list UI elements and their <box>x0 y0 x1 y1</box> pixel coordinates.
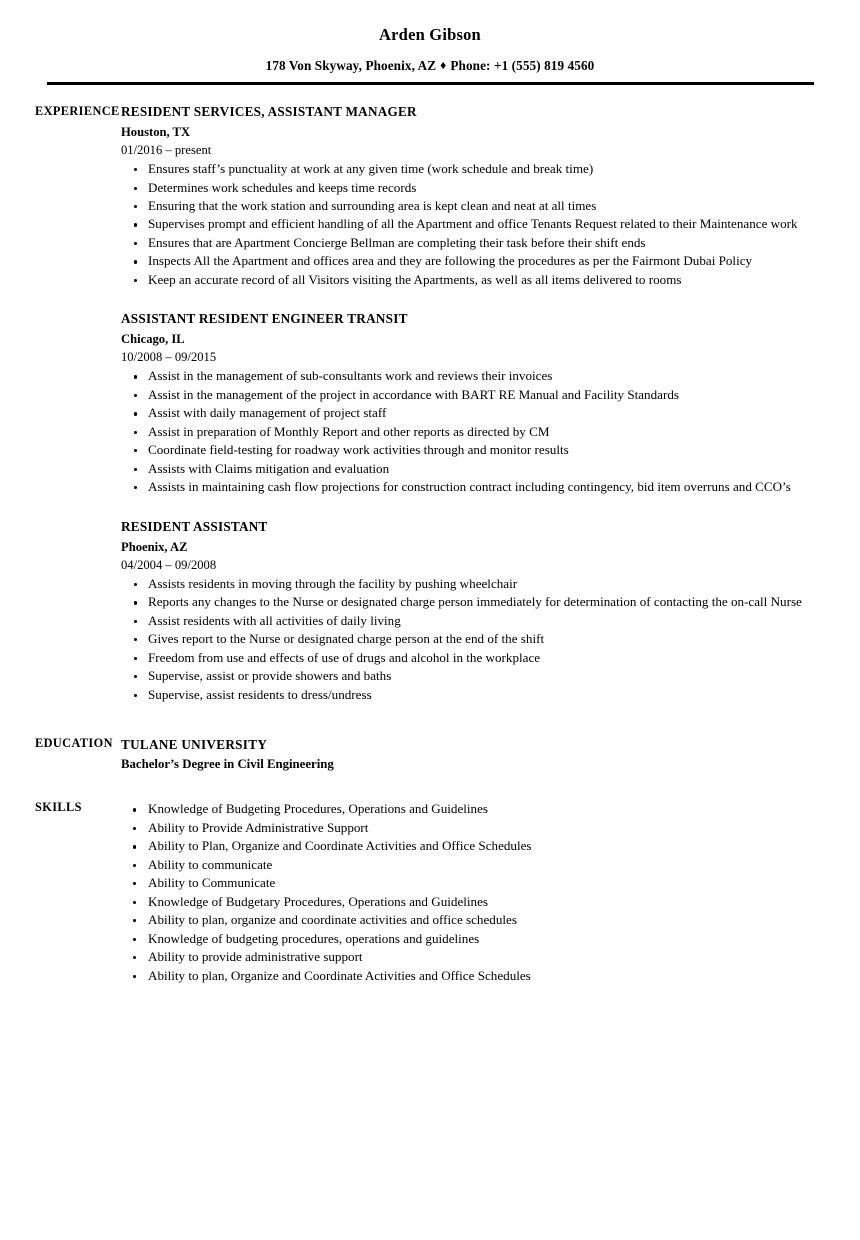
skill-item: Knowledge of Budgeting Procedures, Operations and Guidelines <box>121 800 807 818</box>
skills-body <box>121 800 860 985</box>
skill-item: Knowledge of Budgetary Procedures, Operations and Guidelines <box>121 893 807 911</box>
skill-item: Ability to Communicate <box>121 874 807 892</box>
experience-section <box>0 104 860 704</box>
candidate-name: Arden Gibson <box>379 25 481 44</box>
education-entry <box>121 736 807 773</box>
job-bullet-list <box>121 575 807 704</box>
job-bullet: Assists residents in moving through the facility by pushing wheelchair <box>121 575 807 593</box>
job-title: ASSISTANT RESIDENT ENGINEER TRANSIT <box>121 311 408 327</box>
job-bullet: Assists with Claims mitigation and evaluation <box>121 460 807 478</box>
contact-address: 178 Von Skyway, Phoenix, AZ <box>265 57 437 73</box>
skill-item: Knowledge of budgeting procedures, operations and guidelines <box>121 930 807 948</box>
job-dates: 10/2008 – 09/2015 <box>121 350 217 365</box>
skills-section <box>0 800 860 985</box>
skill-item: Ability to plan, Organize and Coordinate Activities and Office Schedules <box>121 967 807 985</box>
education-degree: Bachelor’s Degree in Civil Engineering <box>121 757 334 772</box>
education-section <box>0 736 860 773</box>
job-bullet-list <box>121 367 807 496</box>
skills-bullet-list <box>121 800 807 985</box>
job-location: Phoenix, AZ <box>121 539 188 554</box>
experience-entry <box>121 519 807 704</box>
job-bullet: Supervise, assist or provide showers and baths <box>121 667 807 685</box>
job-bullet: Assist in the management of sub-consultants work and reviews their invoices <box>121 367 807 385</box>
skill-item: Ability to provide administrative support <box>121 948 807 966</box>
diamond-separator-icon: ♦ <box>440 57 447 72</box>
skill-item: Ability to communicate <box>121 856 807 874</box>
job-title: RESIDENT ASSISTANT <box>121 518 268 534</box>
job-bullet: Freedom from use and effects of use of drugs and alcohol in the workplace <box>121 649 807 667</box>
job-bullet: Supervises prompt and efficient handling of all the Apartment and office Tenants Request related to their Maintenance work <box>121 215 807 233</box>
job-bullet: Ensuring that the work station and surrounding area is kept clean and neat at all times <box>121 197 807 215</box>
skill-item: Ability to Provide Administrative Support <box>121 819 807 837</box>
job-bullet: Coordinate field-testing for roadway work activities through and monitor results <box>121 441 807 459</box>
experience-body <box>121 104 860 704</box>
job-bullet: Keep an accurate record of all Visitors visiting the Apartments, as well as all items delivered to rooms <box>121 271 807 289</box>
skill-item: Ability to Plan, Organize and Coordinate Activities and Office Schedules <box>121 837 807 855</box>
job-bullet: Ensures staff’s punctuality at work at any given time (work schedule and break time) <box>121 160 807 178</box>
section-label-experience: EXPERIENCE <box>35 103 120 118</box>
job-bullet: Assist in preparation of Monthly Report and other reports as directed by CM <box>121 423 807 441</box>
resume-header <box>0 0 860 85</box>
job-bullet: Assist in the management of the project in accordance with BART RE Manual and Facility Standards <box>121 386 807 404</box>
job-bullet: Assists in maintaining cash flow projections for construction contract including contingency, bid item overruns and CCO’s <box>121 478 807 496</box>
experience-entry <box>121 104 807 289</box>
job-bullet: Assist with daily management of project staff <box>121 404 807 422</box>
skill-item: Ability to plan, organize and coordinate activities and office schedules <box>121 911 807 929</box>
job-location: Chicago, IL <box>121 332 185 347</box>
contact-phone: Phone: +1 (555) 819 4560 <box>450 57 595 73</box>
job-title: RESIDENT SERVICES, ASSISTANT MANAGER <box>121 103 417 119</box>
education-school: TULANE UNIVERSITY <box>121 737 268 753</box>
contact-line <box>0 58 860 74</box>
job-bullet: Supervise, assist residents to dress/undress <box>121 686 807 704</box>
job-bullet-list <box>121 160 807 289</box>
job-bullet: Ensures that are Apartment Concierge Bellman are completing their task before their shift ends <box>121 234 807 252</box>
job-bullet: Determines work schedules and keeps time records <box>121 179 807 197</box>
job-bullet: Reports any changes to the Nurse or designated charge person immediately for determination of contacting the on-call Nurse <box>121 593 807 611</box>
section-label-skills: SKILLS <box>35 800 82 815</box>
job-bullet: Gives report to the Nurse or designated charge person at the end of the shift <box>121 630 807 648</box>
job-dates: 04/2004 – 09/2008 <box>121 557 217 572</box>
header-divider <box>47 82 814 85</box>
job-bullet: Assist residents with all activities of daily living <box>121 612 807 630</box>
section-label-education: EDUCATION <box>35 736 113 751</box>
job-dates: 01/2016 – present <box>121 142 212 157</box>
job-location: Houston, TX <box>121 124 191 139</box>
job-bullet: Inspects All the Apartment and offices area and they are following the procedures as per the Fairmont Dubai Policy <box>121 252 807 270</box>
education-body <box>121 736 860 773</box>
experience-entry <box>121 311 807 496</box>
